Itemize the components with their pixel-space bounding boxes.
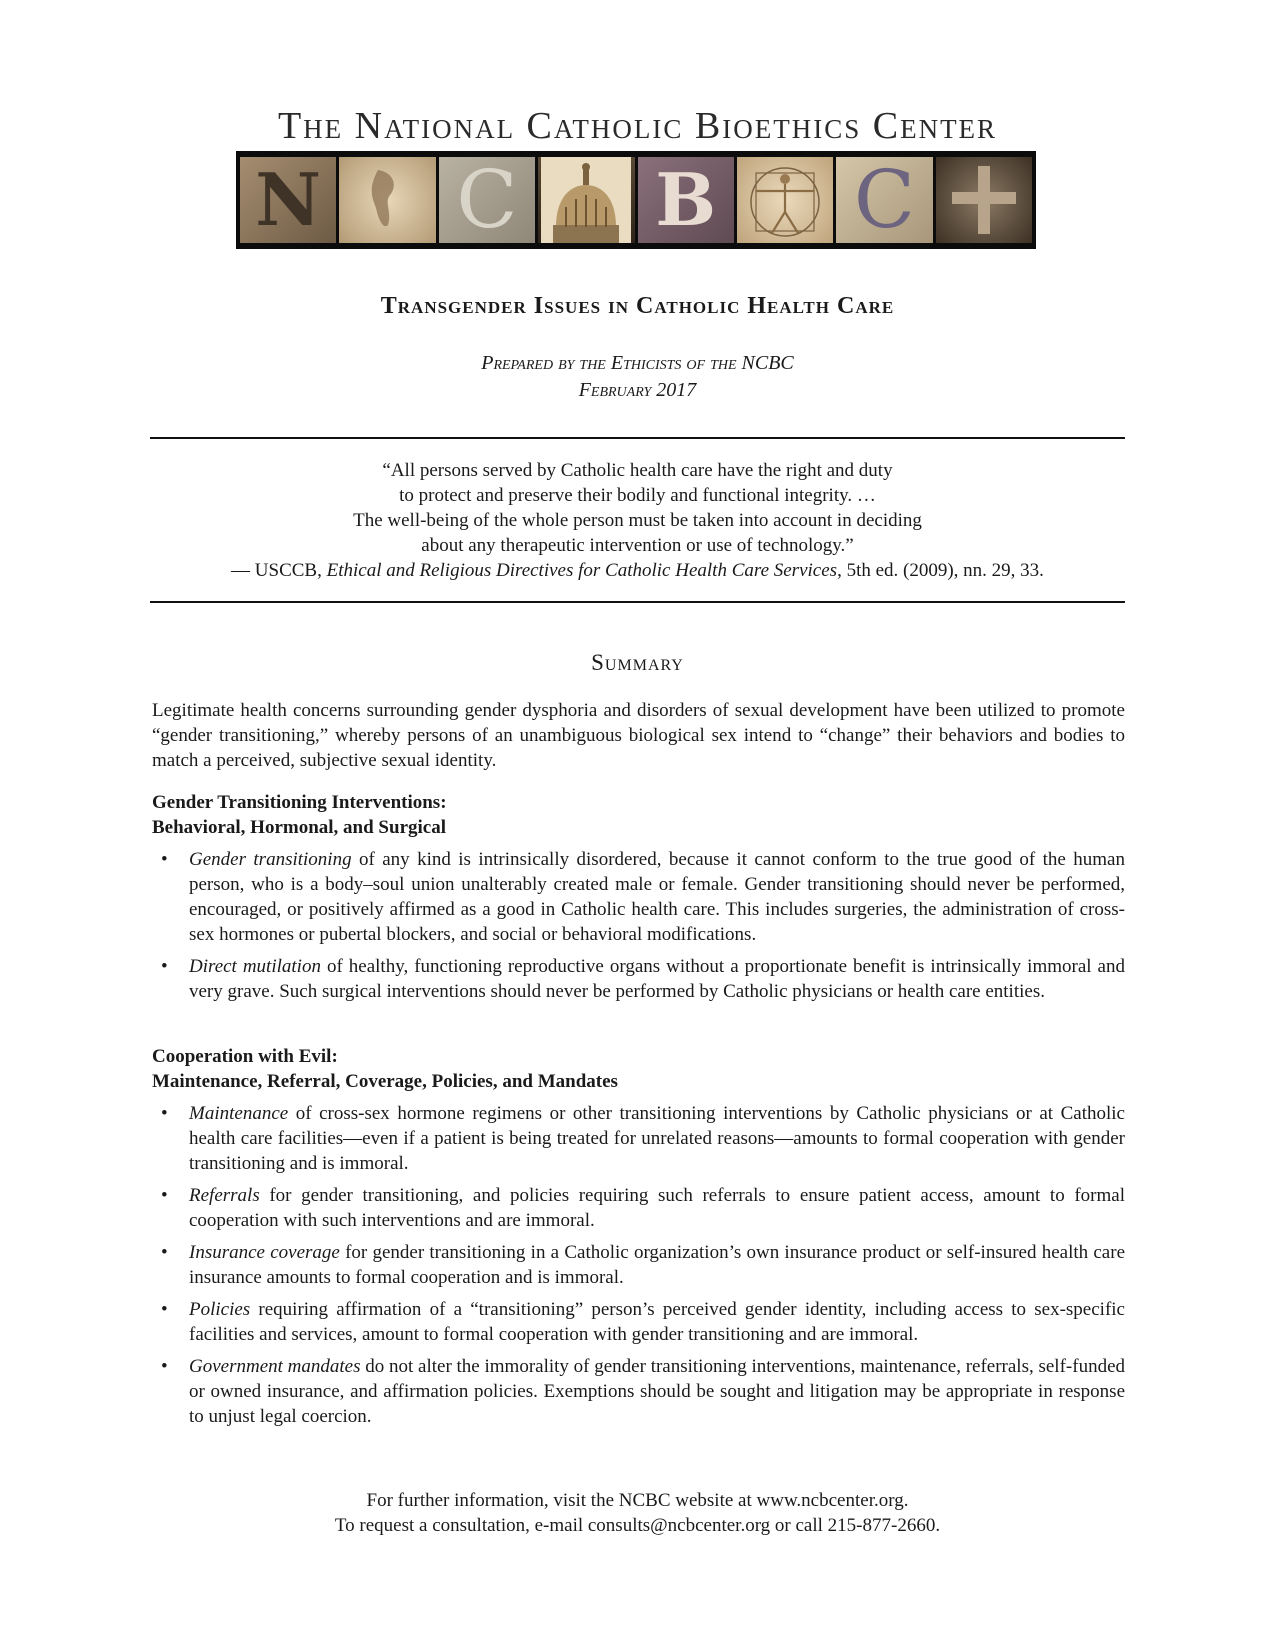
bullet-icon: •: [161, 1103, 168, 1124]
quote-line: “All persons served by Catholic health care have the right and duty: [382, 460, 893, 481]
bullet-icon: •: [161, 1356, 168, 1377]
bullet-icon: •: [161, 1185, 168, 1206]
document-subtitle: [150, 350, 1125, 404]
bullet-icon: •: [161, 849, 168, 870]
quote-attribution: — USCCB, Ethical and Religious Directives for Catholic Health Care Services, 5th ed. (2009), nn. 29, 33.: [231, 560, 1044, 581]
section-heading-interventions: Gender Transitioning Interventions: Behavioral, Hormonal, and Surgical: [152, 792, 447, 838]
logo-letter: C: [456, 157, 518, 243]
section-heading-cooperation: Cooperation with Evil: Maintenance, Referral, Coverage, Policies, and Mandates: [152, 1046, 618, 1092]
logo-letter: C: [853, 157, 916, 243]
logo-tile-cross: [936, 157, 1032, 243]
interventions-list: [152, 847, 1125, 1011]
vitruvian-man-icon: [742, 157, 828, 243]
summary-intro: Legitimate health concerns surrounding gender dysphoria and disorders of sexual development have been utilized to promote “gender transitioning,” whereby persons of an unambiguous biological sex intend to “change” their behaviors and bodies to match a perceived, subjective sexual identity.: [152, 700, 1125, 771]
prepared-by: Prepared by the Ethicists of the NCBC: [481, 352, 794, 374]
cooperation-list: [152, 1101, 1125, 1436]
logo-tile-c: [439, 157, 535, 243]
dome-icon: [541, 157, 631, 243]
contact-footer: [150, 1488, 1125, 1538]
bottom-divider: [150, 601, 1125, 603]
quote-line: The well-being of the whole person must be taken into account in deciding: [353, 510, 922, 531]
logo-tile-b: [638, 157, 734, 243]
list-item: • Policies requiring affirmation of a “transitioning” person’s perceived gender identity, including access to sex-specific facilities and services, amount to formal cooperation with gender transitioning and are immoral.: [161, 1299, 1125, 1345]
epigraph-quote: [150, 458, 1125, 583]
logo-tile-c2: [836, 157, 932, 243]
logo-tile-n: [240, 157, 336, 243]
bullet-icon: •: [161, 956, 168, 977]
list-item: • Gender transitioning of any kind is intrinsically disordered, because it cannot conform to the true good of the human person, who is a body–soul union unalterably created male or female. Gender transitioning should never be performed, encouraged, or positively affirmed as a good in Catholic health care. This includes surgeries, the administration of cross-sex hormones or pubertal blockers, and social or behavioral modifications.: [161, 849, 1125, 945]
summary-heading: Summary: [591, 650, 684, 675]
footer-consult-line: To request a consultation, e-mail consults@ncbcenter.org or call 215-877-2660.: [334, 1515, 941, 1536]
globe-icon: [348, 160, 428, 240]
top-divider: [150, 437, 1125, 439]
quote-line: to protect and preserve their bodily and functional integrity. …: [399, 485, 876, 506]
logo-letter: N: [255, 157, 322, 242]
list-item: • Referrals for gender transitioning, and policies requiring such referrals to ensure patient access, amount to formal cooperation with such interventions and are immoral.: [161, 1185, 1125, 1231]
bullet-icon: •: [161, 1242, 168, 1263]
ncbc-logo-banner: [236, 151, 1036, 249]
logo-letter: B: [655, 157, 717, 242]
document-title: Transgender Issues in Catholic Health Care: [380, 293, 895, 319]
organization-name: The National Catholic Bioethics Center: [277, 105, 998, 147]
document-date: February 2017: [578, 379, 697, 401]
quote-line: about any therapeutic intervention or use of technology.”: [421, 535, 854, 556]
logo-tile-dome: [538, 157, 634, 243]
list-item: • Government mandates do not alter the immorality of gender transitioning interventions, maintenance, referrals, self-funded or owned insurance, and affirmation policies. Exemptions should be sought and litigation may be appropriate in response to unjust legal coercion.: [161, 1356, 1125, 1427]
list-item: • Insurance coverage for gender transitioning in a Catholic organization’s own insurance product or self-insured health care insurance amounts to formal cooperation and is immoral.: [161, 1242, 1126, 1288]
list-item: • Direct mutilation of healthy, functioning reproductive organs without a proportionate benefit is intrinsically immoral and very grave. Such surgical interventions should never be performed by Catholic physicians or health care entities.: [161, 956, 1125, 1002]
bullet-icon: •: [161, 1299, 168, 1320]
footer-website-line: For further information, visit the NCBC website at www.ncbcenter.org.: [366, 1490, 909, 1511]
logo-tile-globe: [339, 157, 435, 243]
cited-work-title: Ethical and Religious Directives for Catholic Health Care Services: [326, 560, 838, 581]
cross-icon: [944, 160, 1024, 240]
list-item: • Maintenance of cross-sex hormone regimens or other transitioning interventions by Catholic physicians or at Catholic health care facilities—even if a patient is being treated for unrelated reasons—amounts to formal cooperation with gender transitioning and is immoral.: [161, 1103, 1125, 1174]
logo-tile-vitruvian: [737, 157, 833, 243]
